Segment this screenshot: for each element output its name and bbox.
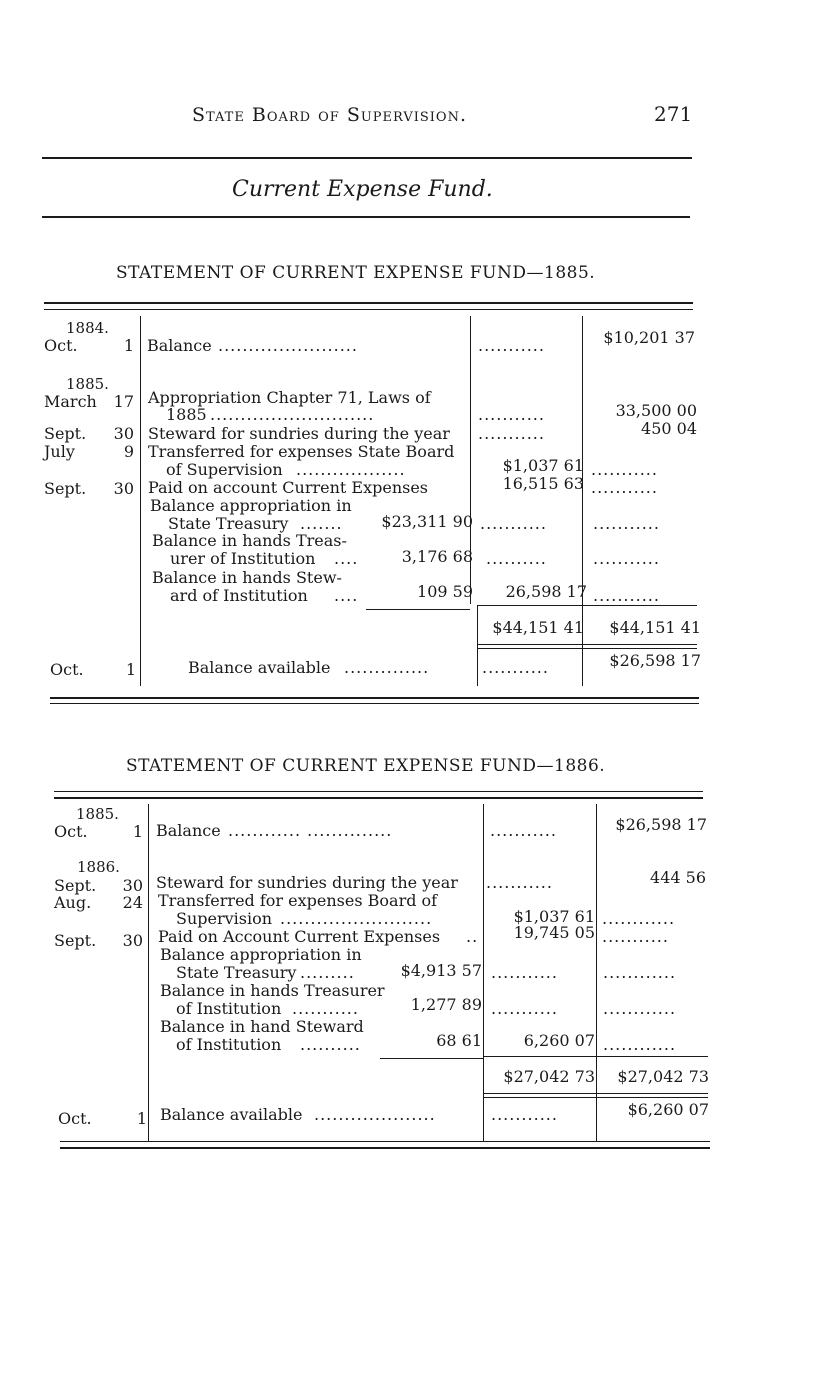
date-month: Sept. <box>54 876 97 895</box>
amount: $23,311 90 <box>381 512 473 531</box>
date-day: 1 <box>136 1109 147 1128</box>
entry-balance-steward-cont: ard of Institution <box>170 586 308 605</box>
leader-dots: ......................... <box>280 909 433 928</box>
date-day: 1 <box>123 336 134 355</box>
entry-balance-treasury-cont: State Treasury <box>168 514 289 533</box>
total-amount: $44,151 41 <box>609 618 701 637</box>
amount: $1,037 61 <box>513 907 595 926</box>
leader-dots: ......... <box>300 963 355 982</box>
year-label: 1884. <box>66 319 109 337</box>
leader-dots: ........... <box>490 821 557 840</box>
date-month: Oct. <box>54 822 88 841</box>
leader-dots: .......... <box>486 549 547 568</box>
table-top-rule <box>54 791 703 792</box>
entry-transfer: Transferred for expenses State Board <box>148 442 455 461</box>
year-label: 1886. <box>77 858 120 876</box>
running-head: State Board of Supervision. <box>192 104 467 126</box>
leader-dots: .................. <box>296 460 406 479</box>
amount: 450 04 <box>641 419 697 438</box>
sum-rule <box>380 1058 483 1059</box>
leader-dots: .. <box>466 927 479 946</box>
amount: 19,745 05 <box>513 923 595 942</box>
table-top-rule <box>44 309 693 310</box>
column-divider <box>596 804 597 1142</box>
leader-dots: .......... <box>300 1035 361 1054</box>
leader-dots: ............ <box>602 909 676 928</box>
leader-dots: ........... <box>602 927 669 946</box>
leader-dots: .... <box>334 586 359 605</box>
leader-dots: ........... <box>593 514 660 533</box>
leader-dots: ............ <box>603 999 677 1018</box>
amount: 68 61 <box>436 1031 482 1050</box>
entry-balance-treasury: Balance appropriation in <box>160 945 362 964</box>
entry-balance-steward: Balance in hands Stew- <box>152 568 342 587</box>
entry-balance-treasurer-cont: of Institution <box>176 999 282 1018</box>
leader-dots: ............ <box>603 963 677 982</box>
sum-rule <box>366 609 470 610</box>
leader-dots: ........... <box>292 999 359 1018</box>
entry-balance-treasurer: Balance in hands Treasurer <box>160 981 385 1000</box>
total-amount: $27,042 73 <box>617 1067 709 1086</box>
leader-dots: ........... <box>491 1105 558 1124</box>
statement-1886-title: STATEMENT OF CURRENT EXPENSE FUND—1886. <box>126 756 606 776</box>
amount: 109 59 <box>417 582 473 601</box>
amount: 33,500 00 <box>615 401 697 420</box>
date-day: 30 <box>113 479 134 498</box>
table-bottom-rule <box>60 1147 710 1149</box>
amount: 1,277 89 <box>410 995 482 1014</box>
statement-1885-title: STATEMENT OF CURRENT EXPENSE FUND—1885. <box>116 263 596 283</box>
date-month: March <box>44 392 97 411</box>
entry-balance-treasury: Balance appropriation in <box>150 496 352 515</box>
total-rule <box>483 1097 708 1098</box>
date-month: Oct. <box>58 1109 92 1128</box>
date-day: 1 <box>132 822 143 841</box>
entry-balance-available: Balance available <box>188 658 331 677</box>
leader-dots: ........... <box>491 999 558 1018</box>
header-rule <box>42 157 692 159</box>
total-rule <box>477 644 697 645</box>
leader-dots: ....... <box>300 514 343 533</box>
sum-rule <box>477 605 697 606</box>
entry-balance-available: Balance available <box>160 1105 303 1124</box>
date-day: 30 <box>122 931 143 950</box>
total-rule <box>483 1093 708 1094</box>
amount: $1,037 61 <box>502 456 584 475</box>
amount: 3,176 68 <box>401 547 473 566</box>
entry-transfer-cont: of Supervision <box>166 460 283 479</box>
leader-dots: ............ <box>603 1035 677 1054</box>
page-number: 271 <box>654 102 693 126</box>
leader-dots: ........... <box>491 963 558 982</box>
entry-paid: Paid on account Current Expenses <box>148 478 429 497</box>
entry-balance-steward-cont: of Institution <box>176 1035 282 1054</box>
leader-dots: ........... <box>591 460 658 479</box>
amount: 444 56 <box>650 868 706 887</box>
entry-steward: Steward for sundries during the year <box>156 873 458 892</box>
amount: $4,913 57 <box>400 961 482 980</box>
date-month: July <box>44 442 75 461</box>
entry-appropriation: Appropriation Chapter 71, Laws of <box>148 388 431 407</box>
leader-dots: .............. <box>344 658 430 677</box>
amount: $26,598 17 <box>615 815 707 834</box>
leader-dots: ........... <box>593 549 660 568</box>
entry-balance-treasurer-cont: urer of Institution <box>170 549 316 568</box>
amount: 26,598 17 <box>505 582 587 601</box>
table-bottom-rule <box>50 703 699 704</box>
amount: 16,515 63 <box>502 474 584 493</box>
leader-dots: ............ .............. <box>228 821 393 840</box>
year-label: 1885. <box>66 375 109 393</box>
column-divider <box>140 316 141 686</box>
entry-balance: Balance <box>147 336 212 355</box>
date-month: Oct. <box>50 660 84 679</box>
date-day: 30 <box>113 424 134 443</box>
year-label: 1885. <box>76 805 119 823</box>
total-rule <box>477 648 697 649</box>
total-amount: $27,042 73 <box>503 1067 595 1086</box>
leader-dots: ........... <box>486 873 553 892</box>
sum-rule <box>483 1056 708 1057</box>
table-bottom-rule <box>60 1141 710 1142</box>
date-day: 17 <box>113 392 134 411</box>
leader-dots: ........... <box>480 514 547 533</box>
date-day: 24 <box>122 893 143 912</box>
leader-dots: .... <box>334 549 359 568</box>
date-month: Sept. <box>44 479 87 498</box>
entry-paid: Paid on Account Current Expenses <box>158 927 441 946</box>
entry-balance-treasury-cont: State Treasury <box>176 963 297 982</box>
leader-dots: ........... <box>591 478 658 497</box>
leader-dots: ........... <box>478 424 545 443</box>
leader-dots: ........... <box>478 405 545 424</box>
leader-dots: .................... <box>314 1105 436 1124</box>
amount: $6,260 07 <box>627 1100 709 1119</box>
leader-dots: ....................... <box>218 336 358 355</box>
column-divider <box>148 804 149 1142</box>
entry-balance: Balance <box>156 821 221 840</box>
fund-title: Current Expense Fund. <box>232 177 493 202</box>
table-bottom-rule <box>50 697 699 699</box>
leader-dots: ........... <box>478 336 545 355</box>
column-divider <box>477 605 478 686</box>
entry-transfer-cont: Supervision <box>176 909 273 928</box>
entry-appropriation-cont: 1885 <box>166 405 207 424</box>
entry-transfer: Transferred for expenses Board of <box>158 891 438 910</box>
date-month: Aug. <box>54 893 92 912</box>
total-amount: $44,151 41 <box>492 618 584 637</box>
leader-dots: ........... <box>482 658 549 677</box>
column-divider <box>483 804 484 1142</box>
entry-balance-treasurer: Balance in hands Treas- <box>152 531 347 550</box>
date-month: Sept. <box>44 424 87 443</box>
leader-dots: ........... <box>593 586 660 605</box>
amount: $26,598 17 <box>609 651 701 670</box>
date-day: 1 <box>125 660 136 679</box>
date-month: Oct. <box>44 336 78 355</box>
date-month: Sept. <box>54 931 97 950</box>
amount: 6,260 07 <box>523 1031 595 1050</box>
table-top-rule <box>44 302 693 304</box>
amount: $10,201 37 <box>603 328 695 347</box>
date-day: 9 <box>123 442 134 461</box>
table-top-rule <box>54 797 703 799</box>
date-day: 30 <box>122 876 143 895</box>
entry-balance-steward: Balance in hand Steward <box>160 1017 364 1036</box>
entry-steward: Steward for sundries during the year <box>148 424 450 443</box>
leader-dots: ........................... <box>210 405 375 424</box>
fund-title-rule <box>42 216 690 218</box>
